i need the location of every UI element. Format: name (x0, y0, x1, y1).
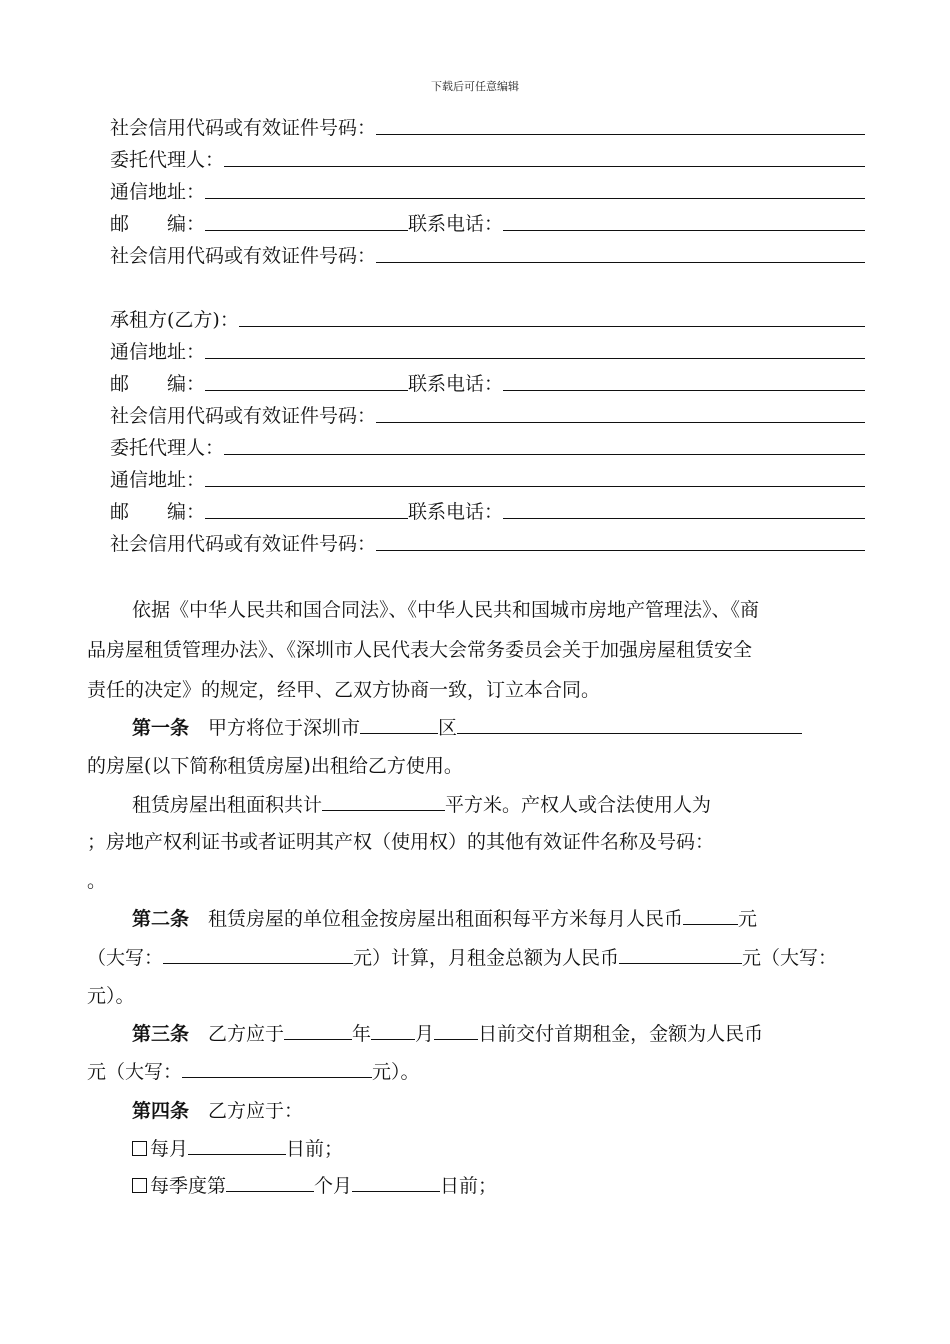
postcode-label: 邮 编： (110, 373, 206, 395)
first-rent-day-field[interactable] (434, 1021, 478, 1040)
intro-line-1 (87, 595, 863, 622)
first-rent-words-field[interactable] (182, 1059, 372, 1078)
lessor-agent-row (110, 146, 865, 172)
agent-label: 委托代理人： (110, 437, 225, 459)
address-label: 通信地址： (110, 181, 206, 203)
lessee-name-field[interactable] (239, 326, 865, 327)
article-1-text-a: 甲方将位于深圳市 (208, 717, 361, 739)
article-1-line-5: 。 (87, 870, 107, 892)
unit-rent-field[interactable] (683, 906, 738, 925)
month-label: 月 (415, 1023, 435, 1045)
article-2-line-2 (87, 943, 863, 970)
monthly-checkbox[interactable] (132, 1141, 147, 1156)
article-3-text-a: 乙方应于 (208, 1023, 285, 1045)
lessee-agent-postcode-field[interactable] (205, 518, 408, 519)
lessee-credit-code-field[interactable] (376, 422, 865, 423)
first-rent-month-field[interactable] (371, 1021, 415, 1040)
intro-line-2: 品房屋租赁管理办法》、《深圳市人民代表大会常务委员会关于加强房屋租赁安全 (87, 639, 753, 661)
article-1-title: 第一条 (132, 717, 190, 739)
district-field[interactable] (360, 715, 438, 734)
quarter-day-field[interactable] (352, 1173, 440, 1192)
article-1-line-3 (87, 790, 863, 817)
article-4-line-1 (87, 1096, 863, 1123)
article-2-text-d: 元）计算，月租金总额为人民币 (353, 947, 620, 969)
article-1-line-2: 的房屋(以下简称租赁房屋)出租给乙方使用。 (87, 755, 463, 777)
article-3-text-b: 日前交付首期租金，金额为人民币 (478, 1023, 764, 1045)
article-3-text-d: 元）。 (372, 1061, 420, 1083)
option-quarterly-text-c: 日前； (440, 1175, 498, 1197)
quarterly-checkbox[interactable] (132, 1178, 147, 1193)
lessee-label: 承租方(乙方)： (110, 309, 239, 331)
article-2-text-b: 元 (738, 908, 758, 930)
lessor-credit-code-row (110, 114, 865, 140)
article-2-text-c: （大写： (87, 947, 164, 969)
lessor-credit-code-field[interactable] (376, 134, 865, 135)
phone-label: 联系电话： (408, 373, 504, 395)
area-text-b: 平方米。产权人或合法使用人为 (445, 794, 712, 816)
monthly-rent-field[interactable] (619, 945, 742, 964)
quarter-month-field[interactable] (226, 1173, 314, 1192)
credit-code-label: 社会信用代码或有效证件号码： (110, 533, 377, 555)
lessee-agent-field[interactable] (224, 454, 865, 455)
lessee-agent-credit-code-field[interactable] (376, 550, 865, 551)
credit-code-label: 社会信用代码或有效证件号码： (110, 405, 377, 427)
property-address-field[interactable] (457, 715, 802, 734)
credit-code-label: 社会信用代码或有效证件号码： (110, 117, 377, 139)
option-quarterly-text-a: 每季度第 (150, 1175, 227, 1197)
address-label: 通信地址： (110, 341, 206, 363)
article-2-text-a: 租赁房屋的单位租金按房屋出租面积每平方米每月人民币 (208, 908, 684, 930)
monthly-day-field[interactable] (188, 1136, 286, 1155)
article-3-line-1 (87, 1019, 863, 1046)
unit-rent-words-field[interactable] (163, 945, 353, 964)
lessor-agent-postcode-field[interactable] (205, 230, 408, 231)
intro-text-1: 依据《中华人民共和国合同法》、《中华人民共和国城市房地产管理法》、《商 (132, 599, 760, 621)
option-quarterly (87, 1171, 863, 1198)
lessor-agent-postcode-row (110, 210, 865, 236)
lessee-postcode-field[interactable] (205, 390, 408, 391)
lessor-agent-field[interactable] (224, 166, 865, 167)
rental-area-field[interactable] (322, 792, 445, 811)
lessee-row (110, 306, 865, 332)
lessee-agent-address-row (110, 466, 865, 492)
lessor-agent-address-field[interactable] (205, 198, 865, 199)
article-1-line-4: ；房地产权利证书或者证明其产权（使用权）的其他有效证件名称及号码： (87, 831, 715, 853)
postcode-label: 邮 编： (110, 501, 206, 523)
postcode-label: 邮 编： (110, 213, 206, 235)
option-quarterly-text-b: 个月 (314, 1175, 353, 1197)
article-1-line-1 (87, 713, 863, 740)
lessor-agent-address-row (110, 178, 865, 204)
lessor-agent-phone-field[interactable] (503, 230, 865, 231)
article-4-text-a: 乙方应于： (208, 1100, 304, 1122)
lessee-agent-credit-code-row (110, 530, 865, 556)
option-monthly-text-b: 日前； (286, 1138, 344, 1160)
lessee-agent-postcode-row (110, 498, 865, 524)
article-3-line-2 (87, 1057, 863, 1084)
lessee-postcode-row (110, 370, 865, 396)
intro-line-3: 责任的决定》的规定，经甲、乙双方协商一致，订立本合同。 (87, 679, 601, 701)
article-3-title: 第三条 (132, 1023, 190, 1045)
article-2-title: 第二条 (132, 908, 190, 930)
option-monthly-text-a: 每月 (150, 1138, 189, 1160)
page-header: 下载后可任意编辑 (431, 80, 519, 93)
article-2-text-e: 元（大写： (742, 947, 838, 969)
lessee-agent-address-field[interactable] (205, 486, 865, 487)
area-text-a: 租赁房屋出租面积共计 (132, 794, 323, 816)
credit-code-label: 社会信用代码或有效证件号码： (110, 245, 377, 267)
address-label: 通信地址： (110, 469, 206, 491)
phone-label: 联系电话： (408, 501, 504, 523)
article-1-text-b: 区 (438, 717, 458, 739)
article-4-title: 第四条 (132, 1100, 190, 1122)
lessee-address-row (110, 338, 865, 364)
lessor-agent-credit-code-row (110, 242, 865, 268)
lessee-agent-row (110, 434, 865, 460)
agent-label: 委托代理人： (110, 149, 225, 171)
first-rent-year-field[interactable] (284, 1021, 352, 1040)
lessee-credit-code-row (110, 402, 865, 428)
year-label: 年 (352, 1023, 372, 1045)
lessee-address-field[interactable] (205, 358, 865, 359)
article-2-line-1 (87, 904, 863, 931)
lessee-agent-phone-field[interactable] (503, 518, 865, 519)
lessor-agent-credit-code-field[interactable] (376, 262, 865, 263)
option-monthly (87, 1134, 863, 1161)
article-2-line-3: 元）。 (87, 985, 135, 1007)
phone-label: 联系电话： (408, 213, 504, 235)
article-3-text-c: 元（大写： (87, 1061, 183, 1083)
lessee-phone-field[interactable] (503, 390, 865, 391)
